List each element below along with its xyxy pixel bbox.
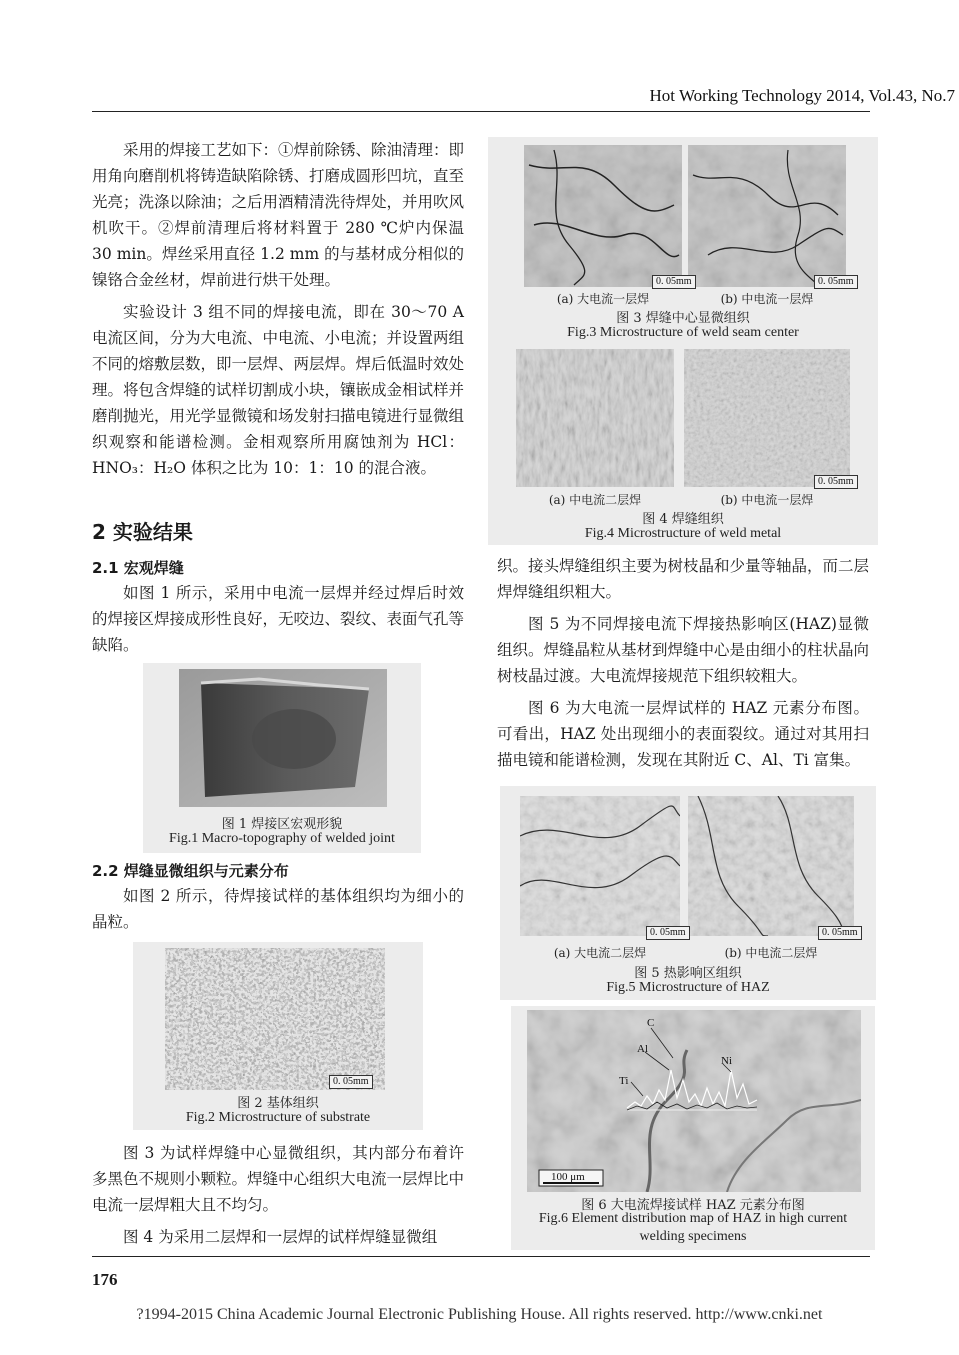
fig5-caption-cn: 图 5 热影响区组织 [634,966,742,981]
right-column-text [497,553,869,773]
fig6-caption-cn: 图 6 大电流焊接试样 HAZ 元素分布图 [581,1198,805,1213]
fig4a-photo [516,349,674,487]
fig6-caption-en-line2: welding specimens [639,1229,747,1244]
fig3a-label: (a) 大电流一层焊 [556,292,650,306]
fig1-caption-en: Fig.1 Macro-topography of welded joint [169,831,395,846]
paragraph-experiment-design: 实验设计 3 组不同的焊接电流，即在 30～70 A 电流区间，分为大电流、中电流、小电流；并设置两组不同的熔敷层数，即一层焊、两层焊。焊后低温时效处理。将包含焊缝的试样切割成小块，镶嵌成金相试样并磨削抛光，用光学显微镜和场发射扫描电镜进行显微组织观察和能谱检测。金相观察所用腐蚀剂为 HCl：HNO₃：H₂O 体积之比为 10：1：10 的混合液。 [92,303,465,477]
paragraph-fig4-desc-end: 织。接头焊缝组织主要为树枝晶和少量等轴晶，而二层焊焊缝组织粗大。 [497,557,870,601]
fig6-label-al: Al [637,1043,648,1055]
left-column-macro-text [92,580,464,658]
page-number: 176 [92,1270,118,1289]
fig6-sem-photo [527,1010,861,1192]
left-column-top [92,137,464,481]
paragraph-fig6-desc: 图 6 为大电流一层焊试样的 HAZ 元素分布图。可看出，HAZ 处出现细小的表面裂纹。通过对其用扫描电镜和能谱检测，发现在其附近 C、Al、Ti 富集。 [497,699,869,769]
paragraph-fig5-desc: 图 5 为不同焊接电流下焊接热影响区(HAZ)显微组织。焊缝晶粒从基材到焊缝中心是由细小的柱状晶向树枝晶过渡。大电流焊接规范下组织较粗大。 [497,615,870,685]
paragraph-welding-process: 采用的焊接工艺如下：①焊前除锈、除油清理：即用角向磨削机将铸造缺陷除锈、打磨成圆形凹坑，直至光亮；洗涤以除油；之后用酒精清洗待焊处，并用吹风机吹干。②焊前清理后将材料置于 280 ℃炉内保温 30 min。焊丝采用直径 1.2 mm 的与基材成分相似的镍铬合金丝材，焊前进行烘干处理。 [92,141,465,289]
fig3b-photo [688,145,846,287]
fig5-caption-en: Fig.5 Microstructure of HAZ [606,980,770,995]
fig5b-photo [688,796,854,936]
fig4-scale-bar: 0. 05mm [814,475,858,489]
figure-3 [488,137,878,345]
header-rule [92,111,870,112]
fig2-photo [165,948,385,1090]
paragraph-substrate: 如图 2 所示，待焊接试样的基体组织均为细小的晶粒。 [92,887,464,931]
figure-5 [500,786,876,1000]
figure-6 [511,1006,875,1250]
fig1-photo [179,669,387,807]
copyright-notice: ?1994-2015 China Academic Journal Electronic Publishing House. All rights reserved. http://www.cnki.net [136,1306,823,1323]
paragraph-macro: 如图 1 所示，采用中电流一层焊并经过焊后时效的焊接区焊接成形性良好，无咬边、裂纹、表面气孔等缺陷。 [92,584,465,654]
paragraph-fig3-desc: 图 3 为试样焊缝中心显微组织，其内部分布着许多黑色不规则小颗粒。焊缝中心组织大电流一层焊比中电流一层焊粗大且不均匀。 [92,1144,465,1214]
fig4-caption-en: Fig.4 Microstructure of weld metal [584,526,782,541]
fig5a-scale-bar: 0. 05mm [646,926,690,940]
fig2-scale-bar: 0. 05mm [329,1075,373,1089]
fig3a-photo [524,145,682,287]
subsection-title-macro: 2.1 宏观焊缝 [92,559,184,577]
figure-2 [133,942,423,1130]
figure-4 [488,345,878,545]
fig5a-photo [520,796,680,936]
fig4b-label: (b) 中电流一层焊 [720,493,814,507]
fig6-scale-bar: 100 μm [551,1171,585,1183]
running-header: Hot Working Technology 2014, Vol.43, No.7 [649,86,955,105]
subsection-title-micro: 2.2 焊缝显微组织与元素分布 [92,862,289,880]
section-title-results: 2 实验结果 [92,520,193,544]
fig6-label-c: C [647,1017,655,1029]
fig2-caption-en: Fig.2 Microstructure of substrate [185,1110,371,1125]
footer-rule [92,1256,870,1257]
fig4-caption-cn: 图 4 焊缝组织 [642,512,724,527]
left-column-bottom [92,1140,464,1250]
fig1-caption-cn: 图 1 焊接区宏观形貌 [221,817,343,832]
fig5a-label: (a) 大电流二层焊 [553,946,647,960]
fig3-caption-en: Fig.3 Microstructure of weld seam center [567,325,799,340]
figure-1 [143,663,421,853]
fig3b-label: (b) 中电流一层焊 [720,292,814,306]
fig4b-photo [684,349,850,487]
fig3b-scale-bar: 0. 05mm [814,275,858,289]
fig5b-scale-bar: 0. 05mm [818,926,862,940]
fig5b-label: (b) 中电流二层焊 [724,946,818,960]
fig6-label-ti: Ti [619,1075,629,1087]
paragraph-fig4-desc-start: 图 4 为采用二层焊和一层焊的试样焊缝显微组 [123,1228,438,1246]
fig6-label-ni: Ni [721,1055,732,1067]
fig4a-label: (a) 中电流二层焊 [548,493,642,507]
fig2-caption-cn: 图 2 基体组织 [237,1096,319,1111]
fig3a-scale-bar: 0. 05mm [652,275,696,289]
left-column-micro-text [92,883,464,935]
fig3-caption-cn: 图 3 焊缝中心显微组织 [616,311,750,326]
fig6-caption-en-line1: Fig.6 Element distribution map of HAZ in high current [538,1211,848,1226]
